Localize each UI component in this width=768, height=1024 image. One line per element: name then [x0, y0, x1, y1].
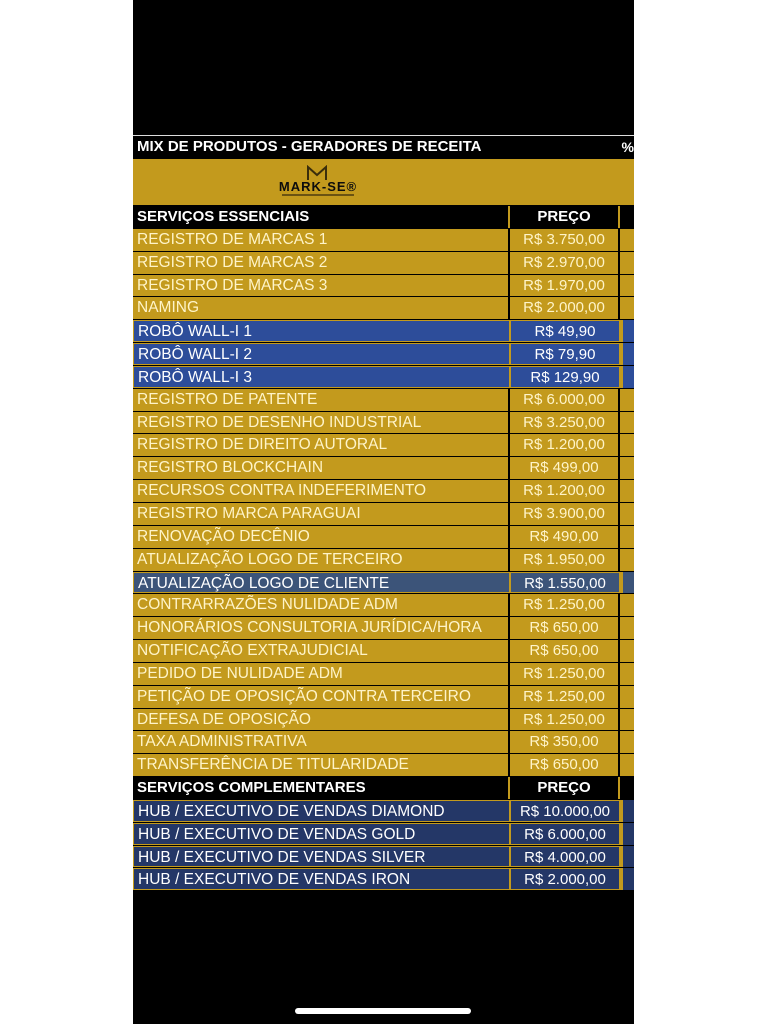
logo-row [133, 158, 634, 206]
row-extra-cell [620, 594, 634, 616]
table-row [133, 617, 634, 640]
service-name: REGISTRO DE MARCAS 2 [133, 252, 510, 274]
table-row [133, 343, 634, 366]
row-extra-cell [620, 297, 634, 319]
service-name: HUB / EXECUTIVO DE VENDAS IRON [133, 868, 510, 890]
row-extra-cell [620, 617, 634, 639]
header-extra-cell [620, 206, 634, 228]
home-indicator[interactable] [295, 1008, 471, 1014]
table-row [133, 366, 634, 389]
essential-header-name: SERVIÇOS ESSENCIAIS [133, 206, 510, 228]
service-price: R$ 6.000,00 [510, 823, 620, 845]
table-row [133, 457, 634, 480]
service-price: R$ 499,00 [510, 457, 620, 479]
service-name: NAMING [133, 297, 510, 319]
row-extra-cell [620, 709, 634, 731]
mark-se-logo [270, 165, 366, 199]
sheet-title-row [133, 135, 634, 158]
title-extra-text: % [621, 139, 634, 155]
row-extra-cell [623, 320, 634, 342]
row-extra-cell [623, 846, 634, 868]
logo-tagline-line [282, 194, 354, 196]
service-price: R$ 6.000,00 [510, 389, 620, 411]
row-extra-cell [620, 526, 634, 548]
service-price: R$ 2.000,00 [510, 297, 620, 319]
logo-brand-text: MARK-SE® [278, 179, 358, 194]
table-row [133, 686, 634, 709]
service-name: PETIÇÃO DE OPOSIÇÃO CONTRA TERCEIRO [133, 686, 510, 708]
complementary-header-price: PREÇO [510, 777, 620, 799]
table-row [133, 297, 634, 320]
table-row [133, 846, 634, 869]
service-price: R$ 350,00 [510, 731, 620, 753]
table-row [133, 526, 634, 549]
complementary-header-row [133, 777, 634, 800]
service-price: R$ 3.900,00 [510, 503, 620, 525]
service-name: ROBÔ WALL-I 1 [133, 320, 510, 342]
service-name: RECURSOS CONTRA INDEFERIMENTO [133, 480, 510, 502]
service-price: R$ 79,90 [510, 343, 620, 365]
row-extra-cell [620, 754, 634, 776]
table-row [133, 434, 634, 457]
service-name: TRANSFERÊNCIA DE TITULARIDADE [133, 754, 510, 776]
table-row [133, 252, 634, 275]
header-extra-cell [620, 777, 634, 799]
complementary-rows [133, 800, 634, 891]
essential-header-price: PREÇO [510, 206, 620, 228]
row-extra-cell [620, 434, 634, 456]
table-row [133, 549, 634, 572]
row-extra-cell [623, 800, 634, 822]
table-row [133, 503, 634, 526]
service-name: REGISTRO MARCA PARAGUAI [133, 503, 510, 525]
service-price: R$ 10.000,00 [510, 800, 620, 822]
row-extra-cell [620, 686, 634, 708]
service-price: R$ 1.550,00 [510, 572, 620, 594]
table-row [133, 594, 634, 617]
row-extra-cell [620, 640, 634, 662]
service-price: R$ 650,00 [510, 640, 620, 662]
table-row [133, 320, 634, 343]
service-name: REGISTRO DE PATENTE [133, 389, 510, 411]
service-price: R$ 2.970,00 [510, 252, 620, 274]
service-name: RENOVAÇÃO DECÊNIO [133, 526, 510, 548]
essential-header-row [133, 206, 634, 229]
table-row [133, 275, 634, 298]
service-price: R$ 1.970,00 [510, 275, 620, 297]
service-price: R$ 2.000,00 [510, 868, 620, 890]
row-extra-cell [620, 389, 634, 411]
service-price: R$ 1.250,00 [510, 594, 620, 616]
service-name: ROBÔ WALL-I 3 [133, 366, 510, 388]
row-extra-cell [620, 275, 634, 297]
service-price: R$ 1.200,00 [510, 480, 620, 502]
table-row [133, 663, 634, 686]
service-price: R$ 1.250,00 [510, 686, 620, 708]
table-row [133, 229, 634, 252]
table-row [133, 412, 634, 435]
service-price: R$ 3.250,00 [510, 412, 620, 434]
service-price: R$ 1.200,00 [510, 434, 620, 456]
service-price: R$ 129,90 [510, 366, 620, 388]
row-extra-cell [620, 549, 634, 571]
service-name: CONTRARRAZÕES NULIDADE ADM [133, 594, 510, 616]
service-name: HUB / EXECUTIVO DE VENDAS DIAMOND [133, 800, 510, 822]
row-extra-cell [620, 252, 634, 274]
service-price: R$ 650,00 [510, 617, 620, 639]
table-row [133, 731, 634, 754]
table-row [133, 572, 634, 595]
row-extra-cell [620, 731, 634, 753]
table-row [133, 823, 634, 846]
service-price: R$ 1.250,00 [510, 709, 620, 731]
table-row [133, 640, 634, 663]
row-extra-cell [620, 480, 634, 502]
complementary-header-name: SERVIÇOS COMPLEMENTARES [133, 777, 510, 799]
service-name: REGISTRO DE MARCAS 3 [133, 275, 510, 297]
service-name: ROBÔ WALL-I 2 [133, 343, 510, 365]
table-row [133, 389, 634, 412]
price-sheet [133, 135, 634, 891]
service-name: REGISTRO DE DESENHO INDUSTRIAL [133, 412, 510, 434]
table-row [133, 709, 634, 732]
row-extra-cell [620, 412, 634, 434]
service-name: HUB / EXECUTIVO DE VENDAS GOLD [133, 823, 510, 845]
service-price: R$ 49,90 [510, 320, 620, 342]
row-extra-cell [623, 366, 634, 388]
row-extra-cell [620, 503, 634, 525]
essential-rows [133, 229, 634, 777]
service-name: REGISTRO DE MARCAS 1 [133, 229, 510, 251]
service-name: ATUALIZAÇÃO LOGO DE TERCEIRO [133, 549, 510, 571]
service-name: NOTIFICAÇÃO EXTRAJUDICIAL [133, 640, 510, 662]
service-price: R$ 490,00 [510, 526, 620, 548]
service-name: REGISTRO DE DIREITO AUTORAL [133, 434, 510, 456]
phone-screen [133, 0, 634, 1024]
table-row [133, 754, 634, 777]
table-row [133, 480, 634, 503]
table-row [133, 800, 634, 823]
service-name: REGISTRO BLOCKCHAIN [133, 457, 510, 479]
row-extra-cell [620, 229, 634, 251]
row-extra-cell [623, 572, 634, 594]
service-price: R$ 650,00 [510, 754, 620, 776]
service-name: HUB / EXECUTIVO DE VENDAS SILVER [133, 846, 510, 868]
row-extra-cell [623, 343, 634, 365]
row-extra-cell [620, 663, 634, 685]
sheet-title: MIX DE PRODUTOS - GERADORES DE RECEITA [137, 138, 482, 155]
row-extra-cell [623, 868, 634, 890]
service-price: R$ 1.950,00 [510, 549, 620, 571]
row-extra-cell [620, 457, 634, 479]
service-price: R$ 3.750,00 [510, 229, 620, 251]
table-row [133, 868, 634, 891]
service-name: PEDIDO DE NULIDADE ADM [133, 663, 510, 685]
service-name: HONORÁRIOS CONSULTORIA JURÍDICA/HORA [133, 617, 510, 639]
service-name: DEFESA DE OPOSIÇÃO [133, 709, 510, 731]
service-price: R$ 4.000,00 [510, 846, 620, 868]
row-extra-cell [623, 823, 634, 845]
service-price: R$ 1.250,00 [510, 663, 620, 685]
service-name: ATUALIZAÇÃO LOGO DE CLIENTE [133, 572, 510, 594]
service-name: TAXA ADMINISTRATIVA [133, 731, 510, 753]
